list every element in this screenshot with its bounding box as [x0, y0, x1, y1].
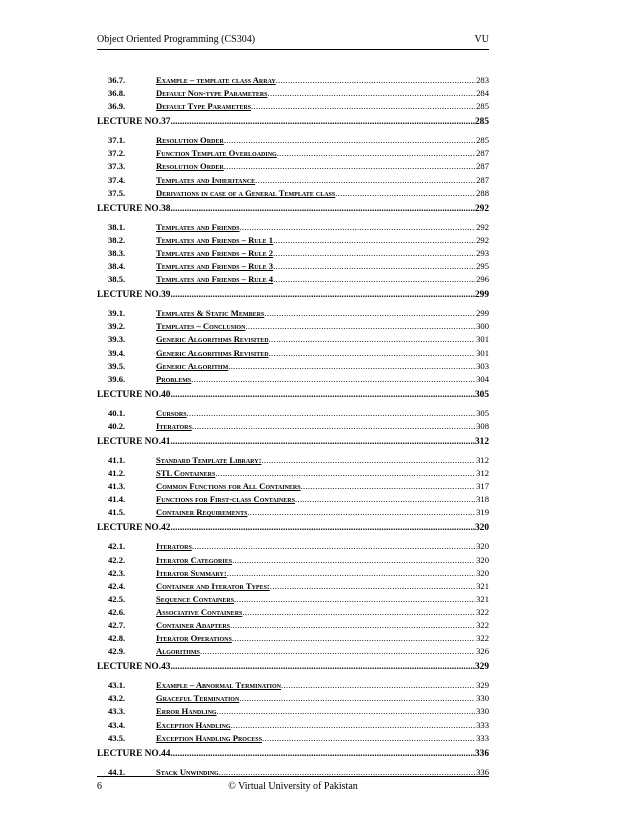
section-link[interactable]: Resolution Order	[156, 135, 224, 146]
section-link[interactable]: Templates and Friends	[156, 221, 240, 232]
dot-leader	[247, 506, 475, 519]
section-page-number: 296	[476, 274, 489, 285]
section-link[interactable]: Container Adapters	[156, 620, 230, 630]
section-link[interactable]: Resolution Order	[156, 161, 224, 172]
toc-entry[interactable]	[97, 260, 489, 273]
section-number: 38.3.	[108, 247, 126, 258]
dot-leader	[232, 554, 475, 567]
section-page-number: 322	[476, 606, 489, 617]
dot-leader	[270, 580, 475, 593]
dot-leader	[273, 247, 475, 260]
dot-leader	[273, 273, 475, 286]
section-number: 42.7.	[108, 620, 126, 630]
toc-entry[interactable]	[97, 567, 489, 580]
dot-leader	[170, 661, 474, 674]
dot-leader	[251, 100, 475, 113]
dot-leader	[191, 373, 475, 386]
section-page-number: 330	[476, 706, 489, 717]
section-number: 38.1.	[108, 221, 126, 232]
section-page-number: 329	[476, 680, 489, 691]
section-page-number: 295	[476, 261, 489, 272]
dot-leader	[170, 436, 474, 449]
section-page-number: 330	[476, 693, 489, 704]
section-link[interactable]: Iterator Summary:	[156, 567, 227, 578]
toc-lecture-heading[interactable]	[97, 289, 489, 302]
page-header	[97, 34, 489, 50]
section-number: 36.7.	[108, 75, 126, 85]
section-page-number: 333	[476, 732, 489, 743]
section-number: 41.2.	[108, 468, 126, 479]
dot-leader	[239, 692, 475, 705]
toc-lecture-heading[interactable]	[97, 116, 489, 129]
toc-lecture-heading[interactable]	[97, 661, 489, 674]
section-page-number: 320	[476, 554, 489, 565]
section-link[interactable]: Cursors	[156, 407, 187, 418]
section-link[interactable]: Iterators	[156, 420, 192, 431]
copyright-notice: © Virtual University of Pakistan	[228, 781, 358, 792]
section-page-number: 318	[476, 494, 489, 505]
section-link[interactable]: Generic Algorithms Revisited	[156, 334, 269, 345]
lecture-page-number: 329	[474, 662, 489, 673]
institution-abbrev: VU	[474, 34, 489, 45]
dot-leader	[170, 748, 474, 761]
section-number: 43.5.	[108, 732, 126, 743]
toc-entry[interactable]	[97, 632, 489, 645]
section-number: 40.1.	[108, 407, 126, 418]
section-page-number: 333	[476, 719, 489, 730]
section-number: 39.1.	[108, 308, 126, 319]
toc-entry[interactable]	[97, 645, 489, 658]
toc-entry[interactable]	[97, 692, 489, 705]
section-link[interactable]: Templates & Static Members	[156, 308, 265, 319]
section-page-number: 301	[476, 347, 489, 358]
dot-leader	[170, 522, 474, 535]
section-page-number: 320	[476, 567, 489, 578]
dot-leader	[295, 493, 475, 506]
section-link[interactable]: Generic Algorithm	[156, 360, 229, 371]
toc-entry[interactable]	[97, 480, 489, 493]
section-link[interactable]: Default Non-type Parameters	[156, 88, 268, 99]
dot-leader	[192, 420, 475, 433]
section-number: 42.3.	[108, 567, 126, 578]
toc-entry[interactable]	[97, 719, 489, 732]
dot-leader	[170, 116, 474, 129]
section-number: 37.1.	[108, 135, 126, 146]
toc-entry[interactable]	[97, 307, 489, 320]
lecture-page-number: 336	[474, 748, 489, 759]
dot-leader	[200, 645, 475, 658]
section-number: 42.4.	[108, 580, 126, 591]
section-link[interactable]: Templates – Conclusion	[156, 321, 246, 332]
section-page-number: 317	[476, 481, 489, 492]
section-link[interactable]: Generic Algorithms Revisited	[156, 347, 269, 358]
toc-entry[interactable]	[97, 467, 489, 480]
toc-entry[interactable]	[97, 580, 489, 593]
section-link[interactable]: Iterator Operations	[156, 633, 232, 644]
section-page-number: 326	[476, 646, 489, 657]
course-title: Object Oriented Programming (CS304)	[97, 34, 256, 45]
section-link[interactable]: Templates and Inheritance	[156, 174, 256, 185]
dot-leader	[245, 320, 475, 333]
section-link[interactable]: Iterators	[156, 541, 192, 552]
section-page-number: 300	[476, 321, 489, 332]
section-link[interactable]: Templates and Friends – Rule 2	[156, 247, 274, 258]
section-number: 36.8.	[108, 88, 126, 99]
section-number: 39.4.	[108, 347, 126, 358]
section-number: 37.4.	[108, 174, 126, 185]
section-link[interactable]: Container and Iterator Types:	[156, 580, 270, 591]
toc-entry[interactable]	[97, 360, 489, 373]
toc-entry[interactable]	[97, 732, 489, 745]
lecture-page-number: 305	[474, 389, 489, 400]
section-link[interactable]: Example – Abnormal Termination	[156, 680, 282, 691]
section-page-number: 303	[476, 360, 489, 371]
section-link[interactable]: Algorithms	[156, 646, 200, 657]
section-page-number: 301	[476, 334, 489, 345]
dot-leader	[192, 540, 475, 553]
lecture-title[interactable]: LECTURE NO.42	[97, 523, 171, 534]
section-link[interactable]: Iterator Categories	[156, 554, 233, 565]
section-number: 36.9.	[108, 101, 126, 112]
toc-entry[interactable]	[97, 160, 489, 173]
section-number: 39.6.	[108, 373, 126, 384]
section-page-number: 322	[476, 633, 489, 644]
dot-leader	[268, 87, 476, 100]
lecture-title[interactable]: LECTURE NO.37	[97, 117, 171, 128]
section-number: 41.3.	[108, 481, 126, 492]
lecture-page-number: 292	[474, 203, 489, 214]
toc-lecture-heading[interactable]	[97, 436, 489, 449]
dot-leader	[227, 567, 475, 580]
section-page-number: 292	[476, 221, 489, 232]
toc-entry[interactable]	[97, 320, 489, 333]
dot-leader	[269, 347, 476, 360]
section-link[interactable]: Sequence Containers	[156, 593, 235, 604]
toc-entry[interactable]	[97, 187, 489, 200]
section-page-number: 319	[476, 507, 489, 518]
toc-entry[interactable]	[97, 87, 489, 100]
dot-leader	[217, 705, 476, 718]
section-link[interactable]: Standard Template Library:	[156, 454, 262, 465]
dot-leader	[170, 289, 474, 302]
section-page-number: 285	[476, 101, 489, 112]
section-page-number: 312	[476, 468, 489, 479]
dot-leader	[170, 389, 474, 402]
section-page-number: 305	[476, 407, 489, 418]
toc-entry[interactable]	[97, 134, 489, 147]
toc-entry[interactable]	[97, 506, 489, 519]
toc-entry[interactable]	[97, 147, 489, 160]
page-footer	[97, 776, 489, 795]
toc-entry[interactable]	[97, 593, 489, 606]
dot-leader	[234, 593, 475, 606]
dot-leader	[269, 333, 476, 346]
section-page-number: 321	[476, 593, 489, 604]
section-page-number: 287	[476, 161, 489, 172]
toc-entry[interactable]	[97, 606, 489, 619]
lecture-title[interactable]: LECTURE NO.40	[97, 389, 171, 400]
toc-entry[interactable]	[97, 100, 489, 113]
table-of-contents	[97, 74, 489, 779]
toc-entry[interactable]	[97, 174, 489, 187]
dot-leader	[261, 454, 475, 467]
toc-entry[interactable]	[97, 347, 489, 360]
section-link[interactable]: STL Containers	[156, 468, 216, 479]
section-link[interactable]: Example – template class Array	[156, 75, 276, 85]
section-link[interactable]: Exception Handling Process	[156, 732, 262, 743]
toc-entry[interactable]	[97, 554, 489, 567]
lecture-page-number: 285	[474, 117, 489, 128]
toc-lecture-heading[interactable]	[97, 389, 489, 402]
section-number: 38.4.	[108, 261, 126, 272]
dot-leader	[301, 480, 476, 493]
lecture-title[interactable]: LECTURE NO.44	[97, 748, 171, 759]
section-page-number: 322	[476, 620, 489, 630]
dot-leader	[240, 221, 476, 234]
section-number: 37.5.	[108, 187, 126, 198]
section-number: 44.1.	[108, 766, 126, 777]
section-number: 43.2.	[108, 693, 126, 704]
dot-leader	[335, 187, 475, 200]
toc-entry[interactable]	[97, 234, 489, 247]
section-number: 42.9.	[108, 646, 126, 657]
section-number: 42.5.	[108, 593, 126, 604]
dot-leader	[273, 234, 475, 247]
dot-leader	[224, 134, 475, 147]
section-page-number: 293	[476, 247, 489, 258]
lecture-page-number: 320	[474, 523, 489, 534]
section-link[interactable]: Exception Handling	[156, 719, 231, 730]
dot-leader	[231, 719, 476, 732]
toc-lecture-heading[interactable]	[97, 748, 489, 761]
section-number: 37.2.	[108, 148, 126, 159]
section-page-number: 312	[476, 454, 489, 465]
section-page-number: 321	[476, 580, 489, 591]
dot-leader	[230, 619, 475, 632]
toc-entry[interactable]	[97, 679, 489, 692]
lecture-page-number: 299	[474, 290, 489, 301]
section-page-number: 304	[476, 373, 489, 384]
section-number: 41.4.	[108, 494, 126, 505]
toc-entry[interactable]	[97, 373, 489, 386]
section-link[interactable]: Error Handling	[156, 706, 217, 717]
toc-entry[interactable]	[97, 493, 489, 506]
toc-entry[interactable]	[97, 221, 489, 234]
section-link[interactable]: Templates and Friends – Rule 4	[156, 274, 274, 285]
section-page-number: 320	[476, 541, 489, 552]
section-link[interactable]: Graceful Termination	[156, 693, 240, 704]
section-page-number: 299	[476, 308, 489, 319]
section-link[interactable]: Derivations in case of a General Template class	[156, 187, 336, 198]
section-link[interactable]: Templates and Friends – Rule 1	[156, 234, 274, 245]
dot-leader	[242, 606, 475, 619]
dot-leader	[232, 632, 475, 645]
section-number: 40.2.	[108, 420, 126, 431]
toc-entry[interactable]	[97, 407, 489, 420]
lecture-page-number: 312	[474, 436, 489, 447]
lecture-title[interactable]: LECTURE NO.41	[97, 436, 171, 447]
section-number: 43.1.	[108, 680, 126, 691]
toc-entry[interactable]	[97, 333, 489, 346]
toc-entry[interactable]	[97, 540, 489, 553]
section-page-number: 336	[476, 766, 489, 777]
section-link[interactable]: Templates and Friends – Rule 3	[156, 261, 274, 272]
section-page-number: 283	[476, 75, 489, 85]
section-number: 39.3.	[108, 334, 126, 345]
section-number: 41.5.	[108, 507, 126, 518]
toc-entry[interactable]	[97, 273, 489, 286]
lecture-title[interactable]: LECTURE NO.43	[97, 662, 171, 673]
toc-entry[interactable]	[97, 247, 489, 260]
toc-entry[interactable]	[97, 454, 489, 467]
section-page-number: 287	[476, 148, 489, 159]
section-number: 43.4.	[108, 719, 126, 730]
section-page-number: 292	[476, 234, 489, 245]
section-number: 37.3.	[108, 161, 126, 172]
dot-leader	[224, 160, 475, 173]
section-number: 42.6.	[108, 606, 126, 617]
dot-leader	[255, 174, 475, 187]
dot-leader	[276, 74, 475, 87]
page-number: 6	[97, 781, 102, 792]
toc-entry[interactable]	[97, 420, 489, 433]
section-link[interactable]: Function Template Overloading	[156, 148, 277, 159]
section-number: 39.2.	[108, 321, 126, 332]
section-number: 42.2.	[108, 554, 126, 565]
dot-leader	[277, 147, 475, 160]
toc-entry[interactable]	[97, 74, 489, 87]
section-number: 42.1.	[108, 541, 126, 552]
section-number: 38.2.	[108, 234, 126, 245]
dot-leader	[273, 260, 475, 273]
toc-entry[interactable]	[97, 619, 489, 632]
section-page-number: 284	[476, 88, 489, 99]
section-page-number: 288	[476, 187, 489, 198]
section-number: 41.1.	[108, 454, 126, 465]
dot-leader	[281, 679, 475, 692]
dot-leader	[264, 307, 475, 320]
toc-lecture-heading[interactable]	[97, 203, 489, 216]
section-link[interactable]: Functions for First-class Containers	[156, 494, 295, 505]
section-link[interactable]: Container Requirements	[156, 507, 248, 518]
dot-leader	[228, 360, 475, 373]
section-page-number: 287	[476, 174, 489, 185]
section-link[interactable]: Default Type Parameters	[156, 101, 252, 112]
lecture-title[interactable]: LECTURE NO.38	[97, 203, 171, 214]
section-number: 43.3.	[108, 706, 126, 717]
section-number: 42.8.	[108, 633, 126, 644]
dot-leader	[170, 203, 474, 216]
dot-leader	[187, 407, 476, 420]
dot-leader	[262, 732, 475, 745]
toc-entry[interactable]	[97, 705, 489, 718]
lecture-title[interactable]: LECTURE NO.39	[97, 290, 171, 301]
section-number: 38.5.	[108, 274, 126, 285]
toc-lecture-heading[interactable]	[97, 522, 489, 535]
section-link[interactable]: Common Functions for All Containers	[156, 481, 301, 492]
section-page-number: 285	[476, 135, 489, 146]
section-page-number: 308	[476, 420, 489, 431]
dot-leader	[215, 467, 475, 480]
section-link[interactable]: Stack Unwinding	[156, 766, 219, 777]
section-link[interactable]: Problems	[156, 373, 192, 384]
section-number: 39.5.	[108, 360, 126, 371]
section-link[interactable]: Associative Containers	[156, 606, 243, 617]
